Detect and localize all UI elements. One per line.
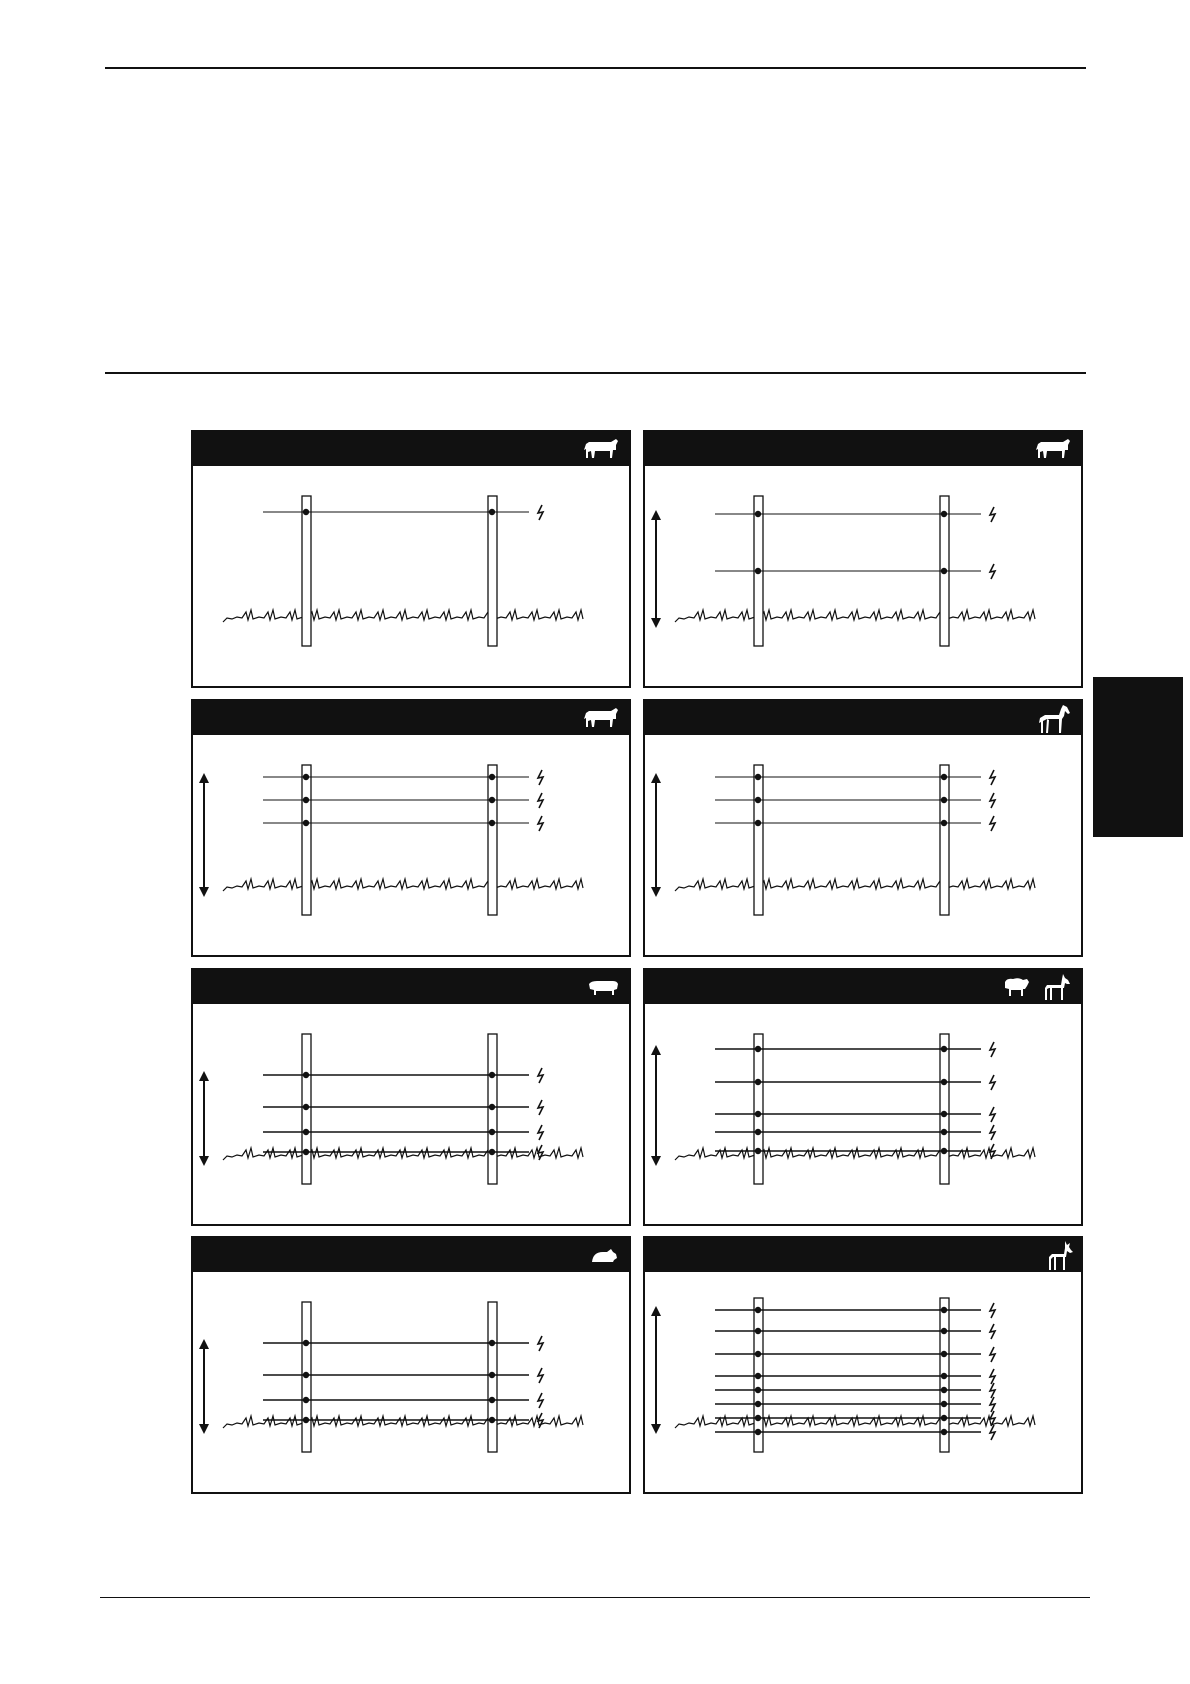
fence-panel-horse	[643, 699, 1083, 957]
panel-header	[645, 1238, 1081, 1272]
insulator-dot-icon	[303, 797, 309, 803]
bottom-rule	[100, 1597, 1090, 1598]
insulator-dot-icon	[941, 1401, 947, 1407]
fence-panel-deer	[643, 1236, 1083, 1494]
insulator-dot-icon	[303, 1397, 309, 1403]
lightning-bolt-icon	[990, 1303, 995, 1318]
panel-header	[193, 701, 629, 735]
fence-post-icon	[302, 765, 311, 915]
fence-diagram	[193, 1004, 629, 1224]
insulator-dot-icon	[941, 774, 947, 780]
ground-grass	[223, 1416, 583, 1428]
fence-post-icon	[754, 1034, 763, 1184]
lightning-bolt-icon	[990, 1107, 995, 1122]
fence-post-icon	[488, 496, 497, 646]
lightning-bolt-icon	[538, 1413, 543, 1428]
fence-post-icon	[940, 1034, 949, 1184]
insulator-dot-icon	[755, 797, 761, 803]
insulator-dot-icon	[489, 820, 495, 826]
insulator-dot-icon	[755, 1328, 761, 1334]
lightning-bolt-icon	[538, 1068, 543, 1083]
insulator-dot-icon	[941, 511, 947, 517]
insulator-dot-icon	[303, 1372, 309, 1378]
ground-grass	[675, 1148, 1035, 1160]
insulator-dot-icon	[755, 511, 761, 517]
insulator-dot-icon	[755, 1373, 761, 1379]
insulator-dot-icon	[489, 797, 495, 803]
arrow-up-icon	[651, 773, 661, 783]
insulator-dot-icon	[941, 1415, 947, 1421]
fence-diagram	[193, 466, 629, 686]
insulator-dot-icon	[755, 1079, 761, 1085]
insulator-dot-icon	[941, 1307, 947, 1313]
insulator-dot-icon	[941, 1129, 947, 1135]
insulator-dot-icon	[755, 1415, 761, 1421]
lightning-bolt-icon	[990, 1042, 995, 1057]
lightning-bolt-icon	[538, 1368, 543, 1383]
lightning-bolt-icon	[990, 1425, 995, 1440]
arrow-down-icon	[199, 887, 209, 897]
arrow-down-icon	[651, 887, 661, 897]
rabbit-icon	[589, 1242, 619, 1269]
sheep-icon	[1001, 974, 1031, 1001]
horse-icon	[1037, 703, 1073, 735]
insulator-dot-icon	[941, 1387, 947, 1393]
lightning-bolt-icon	[990, 564, 995, 579]
panel-header	[193, 970, 629, 1004]
arrow-down-icon	[651, 1156, 661, 1166]
insulator-dot-icon	[941, 1079, 947, 1085]
lightning-bolt-icon	[990, 770, 995, 785]
insulator-dot-icon	[941, 797, 947, 803]
chapter-side-tab	[1093, 677, 1183, 837]
fence-diagram	[645, 735, 1081, 955]
lightning-bolt-icon	[990, 1397, 995, 1412]
lightning-bolt-icon	[538, 1100, 543, 1115]
insulator-dot-icon	[303, 1072, 309, 1078]
cow-icon	[1035, 436, 1071, 463]
insulator-dot-icon	[303, 820, 309, 826]
arrow-down-icon	[199, 1424, 209, 1434]
arrow-up-icon	[651, 1045, 661, 1055]
fence-panel-cattle-3-wire	[191, 699, 631, 957]
insulator-dot-icon	[941, 1351, 947, 1357]
lightning-bolt-icon	[990, 793, 995, 808]
lightning-bolt-icon	[990, 1075, 995, 1090]
pig-icon	[587, 974, 619, 1001]
lightning-bolt-icon	[990, 1347, 995, 1362]
ground-grass	[675, 610, 1035, 622]
lightning-bolt-icon	[538, 793, 543, 808]
fence-diagram	[193, 735, 629, 955]
insulator-dot-icon	[489, 1149, 495, 1155]
fence-panel-pig	[191, 968, 631, 1226]
lightning-bolt-icon	[538, 816, 543, 831]
insulator-dot-icon	[489, 509, 495, 515]
insulator-dot-icon	[303, 1129, 309, 1135]
deer-icon	[1045, 1240, 1075, 1272]
insulator-dot-icon	[755, 568, 761, 574]
lightning-bolt-icon	[538, 1145, 543, 1160]
insulator-dot-icon	[941, 1328, 947, 1334]
lightning-bolt-icon	[990, 1125, 995, 1140]
insulator-dot-icon	[755, 1387, 761, 1393]
panel-header	[645, 701, 1081, 735]
ground-grass	[223, 1148, 583, 1160]
insulator-dot-icon	[755, 1148, 761, 1154]
insulator-dot-icon	[941, 820, 947, 826]
insulator-dot-icon	[755, 1111, 761, 1117]
arrow-down-icon	[651, 618, 661, 628]
insulator-dot-icon	[941, 1148, 947, 1154]
arrow-up-icon	[651, 1306, 661, 1316]
insulator-dot-icon	[755, 1351, 761, 1357]
fence-panel-cattle-1-wire	[191, 430, 631, 688]
insulator-dot-icon	[755, 1046, 761, 1052]
insulator-dot-icon	[303, 509, 309, 515]
insulator-dot-icon	[303, 1149, 309, 1155]
panel-header	[193, 432, 629, 466]
fence-post-icon	[754, 765, 763, 915]
insulator-dot-icon	[489, 1104, 495, 1110]
insulator-dot-icon	[489, 774, 495, 780]
cow-icon	[583, 705, 619, 732]
top-rule	[105, 67, 1086, 69]
fence-panel-sheep-goat	[643, 968, 1083, 1226]
lightning-bolt-icon	[538, 770, 543, 785]
ground-grass	[223, 610, 583, 622]
insulator-dot-icon	[755, 1307, 761, 1313]
fence-panel-rabbit	[191, 1236, 631, 1494]
insulator-dot-icon	[489, 1372, 495, 1378]
arrow-down-icon	[199, 1156, 209, 1166]
arrow-up-icon	[199, 1071, 209, 1081]
insulator-dot-icon	[755, 774, 761, 780]
fence-post-icon	[302, 496, 311, 646]
insulator-dot-icon	[489, 1129, 495, 1135]
fence-post-icon	[488, 765, 497, 915]
panel-header	[645, 432, 1081, 466]
insulator-dot-icon	[755, 1129, 761, 1135]
fence-panel-cattle-2-wire	[643, 430, 1083, 688]
insulator-dot-icon	[489, 1417, 495, 1423]
lightning-bolt-icon	[538, 505, 543, 520]
section-rule	[105, 372, 1086, 374]
lightning-bolt-icon	[990, 816, 995, 831]
insulator-dot-icon	[303, 1417, 309, 1423]
goat-icon	[1041, 972, 1073, 1004]
panel-header	[193, 1238, 629, 1272]
insulator-dot-icon	[303, 1340, 309, 1346]
fence-post-icon	[940, 765, 949, 915]
insulator-dot-icon	[489, 1397, 495, 1403]
lightning-bolt-icon	[538, 1125, 543, 1140]
insulator-dot-icon	[941, 1046, 947, 1052]
insulator-dot-icon	[755, 820, 761, 826]
ground-grass	[223, 879, 583, 891]
arrow-up-icon	[199, 773, 209, 783]
arrow-up-icon	[199, 1339, 209, 1349]
cow-icon	[583, 436, 619, 463]
lightning-bolt-icon	[990, 1383, 995, 1398]
lightning-bolt-icon	[990, 507, 995, 522]
ground-grass	[675, 879, 1035, 891]
insulator-dot-icon	[489, 1072, 495, 1078]
fence-diagram	[645, 1004, 1081, 1224]
fence-diagram	[645, 466, 1081, 686]
insulator-dot-icon	[755, 1429, 761, 1435]
insulator-dot-icon	[303, 1104, 309, 1110]
insulator-dot-icon	[303, 774, 309, 780]
arrow-up-icon	[651, 510, 661, 520]
insulator-dot-icon	[941, 1429, 947, 1435]
arrow-down-icon	[651, 1424, 661, 1434]
insulator-dot-icon	[755, 1401, 761, 1407]
insulator-dot-icon	[941, 568, 947, 574]
lightning-bolt-icon	[538, 1336, 543, 1351]
lightning-bolt-icon	[990, 1324, 995, 1339]
insulator-dot-icon	[941, 1111, 947, 1117]
fence-diagram	[645, 1272, 1081, 1492]
insulator-dot-icon	[941, 1373, 947, 1379]
insulator-dot-icon	[489, 1340, 495, 1346]
lightning-bolt-icon	[538, 1393, 543, 1408]
fence-diagram	[193, 1272, 629, 1492]
lightning-bolt-icon	[990, 1369, 995, 1384]
